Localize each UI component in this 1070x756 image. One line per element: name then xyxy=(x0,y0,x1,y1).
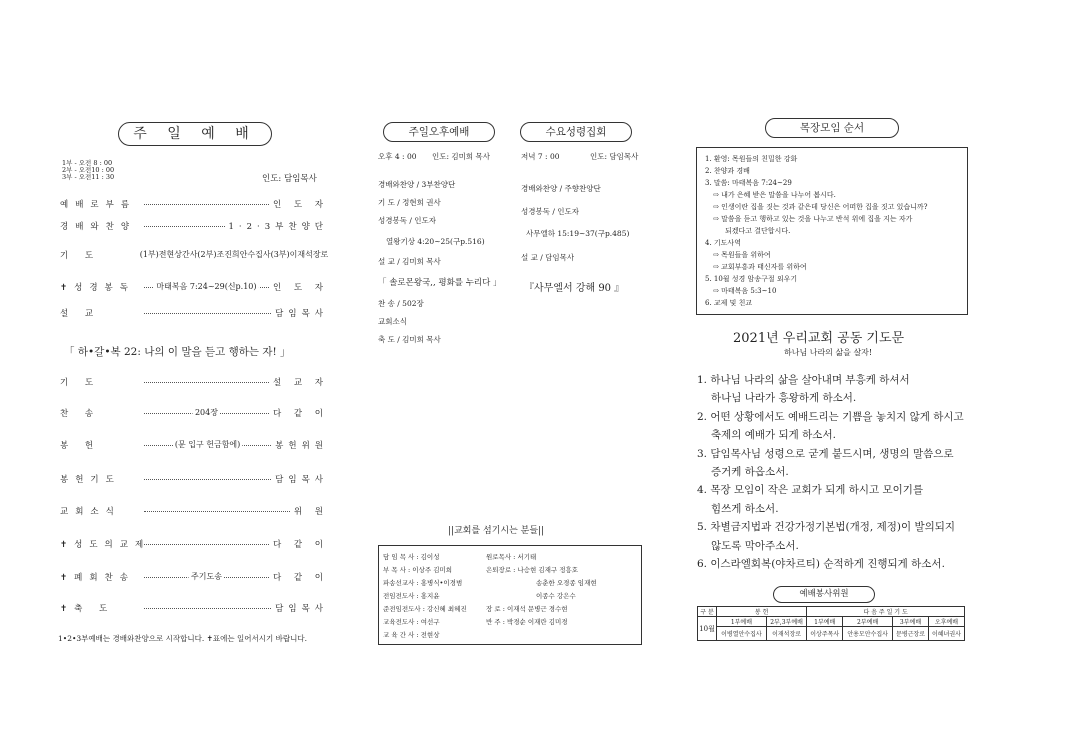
wednesday-leader: 인도: 담임목사 xyxy=(590,152,639,161)
order-person: 설 교 자 xyxy=(272,378,328,388)
wednesday-sermon: 『사무엘서 강해 90 』 xyxy=(524,283,625,294)
staff-entry: 담 임 목 사 : 김이성 xyxy=(383,553,440,561)
meeting-item: 6. 교제 및 친교 xyxy=(705,299,753,307)
order-row xyxy=(60,375,328,389)
order-leader-line xyxy=(144,571,269,581)
order-detail: 204장 xyxy=(194,407,218,417)
afternoon-service-title: 주일오후예배 xyxy=(383,122,495,142)
order-label: 설 교 xyxy=(60,309,101,319)
staff-box xyxy=(378,545,642,645)
prayer-line: 하나님 나라가 흥왕하게 하소서. xyxy=(711,392,857,405)
service-sub: 3부예배 xyxy=(893,617,929,627)
staff-entry: 교 육 간 사 : 전현상 xyxy=(383,631,440,639)
order-row xyxy=(60,280,328,294)
staff-title: ||교회를 섬기시는 분들|| xyxy=(448,526,545,536)
staff-entry: 반 주 : 박경순 이재란 김미경 xyxy=(486,618,568,626)
order-leader-line xyxy=(144,407,269,417)
service-committee-title: 예배봉사위원 xyxy=(773,586,875,603)
order-detail: (문 입구 헌금함에) xyxy=(174,439,241,449)
meeting-item: ⇨ 교회부흥과 태신자를 위하여 xyxy=(713,263,807,271)
order-label: 예배로부름 xyxy=(60,200,137,210)
afternoon-item: 열왕기상 4:20~25(구p.516) xyxy=(386,237,485,246)
meeting-item: ⇨ 목원들을 위하여 xyxy=(713,251,771,259)
order-row xyxy=(60,570,328,584)
meeting-item: 되겠다고 결단합시다. xyxy=(725,227,791,235)
prayer-line: 3. 담임목사님 성령으로 굳게 붙드시며, 생명의 말씀으로 xyxy=(697,447,954,460)
order-detail: 주기도송 xyxy=(191,571,222,581)
staff-entry: 원로목사 : 서기태 xyxy=(486,553,537,561)
prayer-line: 축제의 예배가 되게 하소서. xyxy=(711,429,836,442)
service-head: 구 분 xyxy=(698,607,717,617)
service-sub: 오후예배 xyxy=(929,617,965,627)
order-label: 찬 송 xyxy=(60,409,101,419)
order-row xyxy=(60,537,328,551)
staff-entry: 장 로 : 이재석 문병근 경수현 xyxy=(486,605,568,613)
prayer-line: 않도록 막아주소서. xyxy=(711,539,799,552)
staff-entry: 은퇴장로 : 나승현 김재구 정흥호 xyxy=(486,566,579,574)
order-row xyxy=(60,438,328,452)
afternoon-item: 기 도 / 정현희 권사 xyxy=(378,198,441,207)
order-person: 담임목사 xyxy=(275,475,328,485)
meeting-item: ⇨ 마태복음 5:3~10 xyxy=(713,287,777,295)
order-label: ✝성도의교제 xyxy=(60,540,151,550)
prayer-title: 2021년 우리교회 공동 기도문 xyxy=(733,331,905,346)
prayer-line: 6. 이스라엘회복(야차르티) 순적하게 진행되게 하소서. xyxy=(697,558,945,570)
afternoon-item: 찬 송 / 502장 xyxy=(378,299,424,308)
service-val: 이혜녀권사 xyxy=(929,627,965,641)
order-row xyxy=(60,219,328,233)
order-row xyxy=(60,504,328,518)
footnote: 1•2•3부예배는 경배와찬양으로 시작합니다. ✝표에는 일어서시기 바랍니다. xyxy=(58,634,307,643)
order-leader-line xyxy=(144,479,271,480)
wednesday-item: 성경봉독 / 인도자 xyxy=(521,207,580,216)
meeting-item: ⇨ 인생이란 집을 짓는 것과 같은데 당신은 어떠한 집을 짓고 있습니까? xyxy=(713,203,928,211)
afternoon-item: 성경봉독 / 인도자 xyxy=(378,216,437,225)
sunday-service-title: 주 일 예 배 xyxy=(118,122,272,146)
wednesday-time: 저녁 7 : 00 xyxy=(521,152,560,161)
afternoon-item: 설 교 / 김미희 목사 xyxy=(378,257,441,266)
service-times: 1부 - 오전 8 : 00 2부 - 오전10 : 00 3부 - 오전11 : 30 xyxy=(62,159,115,181)
order-leader-line xyxy=(144,226,225,227)
afternoon-item: 교회소식 xyxy=(378,317,407,326)
order-leader-line xyxy=(139,249,329,259)
service-val: 이병열안수집사 xyxy=(717,627,767,641)
service-month: 10월 xyxy=(698,617,717,641)
afternoon-item: 경배와찬양 / 3부찬양단 xyxy=(378,180,456,189)
order-person: 다 같 이 xyxy=(272,409,328,419)
meeting-item: 2. 찬양과 경배 xyxy=(705,167,750,175)
order-label: 봉 헌 xyxy=(60,441,101,451)
staff-entry: 부 목 사 : 이상주 김미희 xyxy=(383,566,453,574)
wednesday-item: 설 교 / 담임목사 xyxy=(521,253,575,262)
meeting-item: 3. 말씀: 마태복음 7:24~29 xyxy=(705,179,792,187)
prayer-line: 1. 하나님 나라의 삶을 살아내며 부흥케 하셔서 xyxy=(697,374,910,386)
wednesday-item: 경배와찬양 / 주향찬양단 xyxy=(521,184,601,193)
order-person: 인 도 자 xyxy=(272,200,328,210)
afternoon-item: 축 도 / 김미희 목사 xyxy=(378,335,441,344)
prayer-line: 2. 어떤 상황에서도 예배드리는 기쁨을 놓치지 않게 하시고 xyxy=(697,410,964,423)
order-leader-line xyxy=(144,544,269,545)
wednesday-service-title: 수요성령집회 xyxy=(520,122,632,142)
order-label: 교회소식 xyxy=(60,507,121,517)
service-val: 이재석장로 xyxy=(766,627,806,641)
order-leader-line xyxy=(144,204,269,205)
staff-entry: 준전임전도사 : 강신혜 최혜진 xyxy=(383,605,467,613)
service-sub: 2부예배 xyxy=(843,617,893,627)
service-head: 봉 헌 xyxy=(717,607,807,617)
service-sub: 1부예배 xyxy=(717,617,767,627)
order-label: 봉헌기도 xyxy=(60,475,121,485)
meeting-item: 1. 환영: 목원들의 친밀한 강화 xyxy=(705,155,798,163)
order-leader-line xyxy=(144,313,271,314)
order-person: 인 도 자 xyxy=(272,283,328,293)
afternoon-sermon: 「 솔로몬왕국,, 평화를 누리다 」 xyxy=(378,278,502,288)
order-row xyxy=(60,306,328,320)
service-table xyxy=(697,606,965,641)
order-person: 위 원 xyxy=(293,507,328,517)
order-row xyxy=(60,601,328,615)
staff-entry: 교육전도사 : 여선구 xyxy=(383,618,440,626)
service-sub: 1부예배 xyxy=(807,617,843,627)
service-leader: 인도: 담임목사 xyxy=(262,174,317,184)
order-person: 1·2·3부찬양단 xyxy=(228,222,328,232)
service-head: 다 음 주 일 기 도 xyxy=(807,607,965,617)
staff-entry: 송춘한 오경종 임재현 xyxy=(536,579,597,587)
order-row xyxy=(60,197,328,211)
order-detail: 마태복음 7:24~29(신p.10) xyxy=(156,281,257,291)
prayer-line: 힘쓰게 하소서. xyxy=(711,502,779,515)
order-person: 다 같 이 xyxy=(272,573,328,583)
afternoon-time: 오후 4 : 00 xyxy=(378,152,417,161)
order-row xyxy=(60,406,328,420)
meeting-item: 5. 10월 성경 암송구절 외우기 xyxy=(705,275,798,283)
afternoon-leader: 인도: 김미희 목사 xyxy=(432,152,491,161)
prayer-line: 4. 목장 모임이 작은 교회가 되게 하시고 모이기를 xyxy=(697,484,924,497)
order-row xyxy=(60,472,328,486)
prayer-line: 5. 차별금지법과 건강가정기본법(개정, 제정)이 발의되지 xyxy=(697,521,956,534)
prayer-subtitle: 하나님 나라의 삶을 살자! xyxy=(784,348,873,357)
order-leader-line xyxy=(144,382,269,383)
service-val: 문병근장로 xyxy=(893,627,929,641)
sermon-title: 「 하•갈•복 22: 나의 이 말을 듣고 행하는 자! 」 xyxy=(64,346,291,358)
order-person: 다 같 이 xyxy=(272,540,328,550)
staff-entry: 전임전도사 : 홍지윤 xyxy=(383,592,440,600)
service-sub: 2부,3부예배 xyxy=(766,617,806,627)
staff-entry: 이종수 강은수 xyxy=(536,592,576,600)
order-label: ✝성경봉독 xyxy=(60,283,135,293)
order-leader-line xyxy=(144,281,269,291)
cell-meeting-title: 목장모임 순서 xyxy=(765,118,899,138)
order-label: ✝축 도 xyxy=(60,604,115,614)
meeting-item: ⇨ 말씀을 듣고 행하고 있는 것을 나누고 반석 위에 집을 지는 자가 xyxy=(713,215,913,223)
order-detail: (1부)전현상간사(2부)조진희안수집사(3부)이재석장로 xyxy=(139,249,329,259)
meeting-item: 4. 기도사역 xyxy=(705,239,741,247)
order-person: 담임목사 xyxy=(275,309,328,319)
service-val: 안용모안수집사 xyxy=(843,627,893,641)
meeting-item: ⇨ 내가 은혜 받은 말씀을 나누어 봅시다. xyxy=(713,191,836,199)
order-person: 담임목사 xyxy=(275,604,328,614)
staff-entry: 파송선교사 : 홍병식•이경범 xyxy=(383,579,463,587)
cell-meeting-box xyxy=(696,147,968,315)
prayer-line: 증거케 하옵소서. xyxy=(711,466,789,478)
order-person: 봉헌위원 xyxy=(275,441,328,451)
order-label: 경배와찬양 xyxy=(60,222,137,232)
order-leader-line xyxy=(144,608,271,609)
wednesday-item: 사무엘하 15:19~37(구p.485) xyxy=(526,229,630,238)
order-row xyxy=(60,248,328,262)
order-leader-line xyxy=(144,439,271,449)
order-label: 기 도 xyxy=(60,251,101,261)
service-val: 이상주목사 xyxy=(807,627,843,641)
order-leader-line xyxy=(144,511,290,512)
order-label: ✝폐회찬송 xyxy=(60,573,135,583)
order-label: 기 도 xyxy=(60,378,101,388)
